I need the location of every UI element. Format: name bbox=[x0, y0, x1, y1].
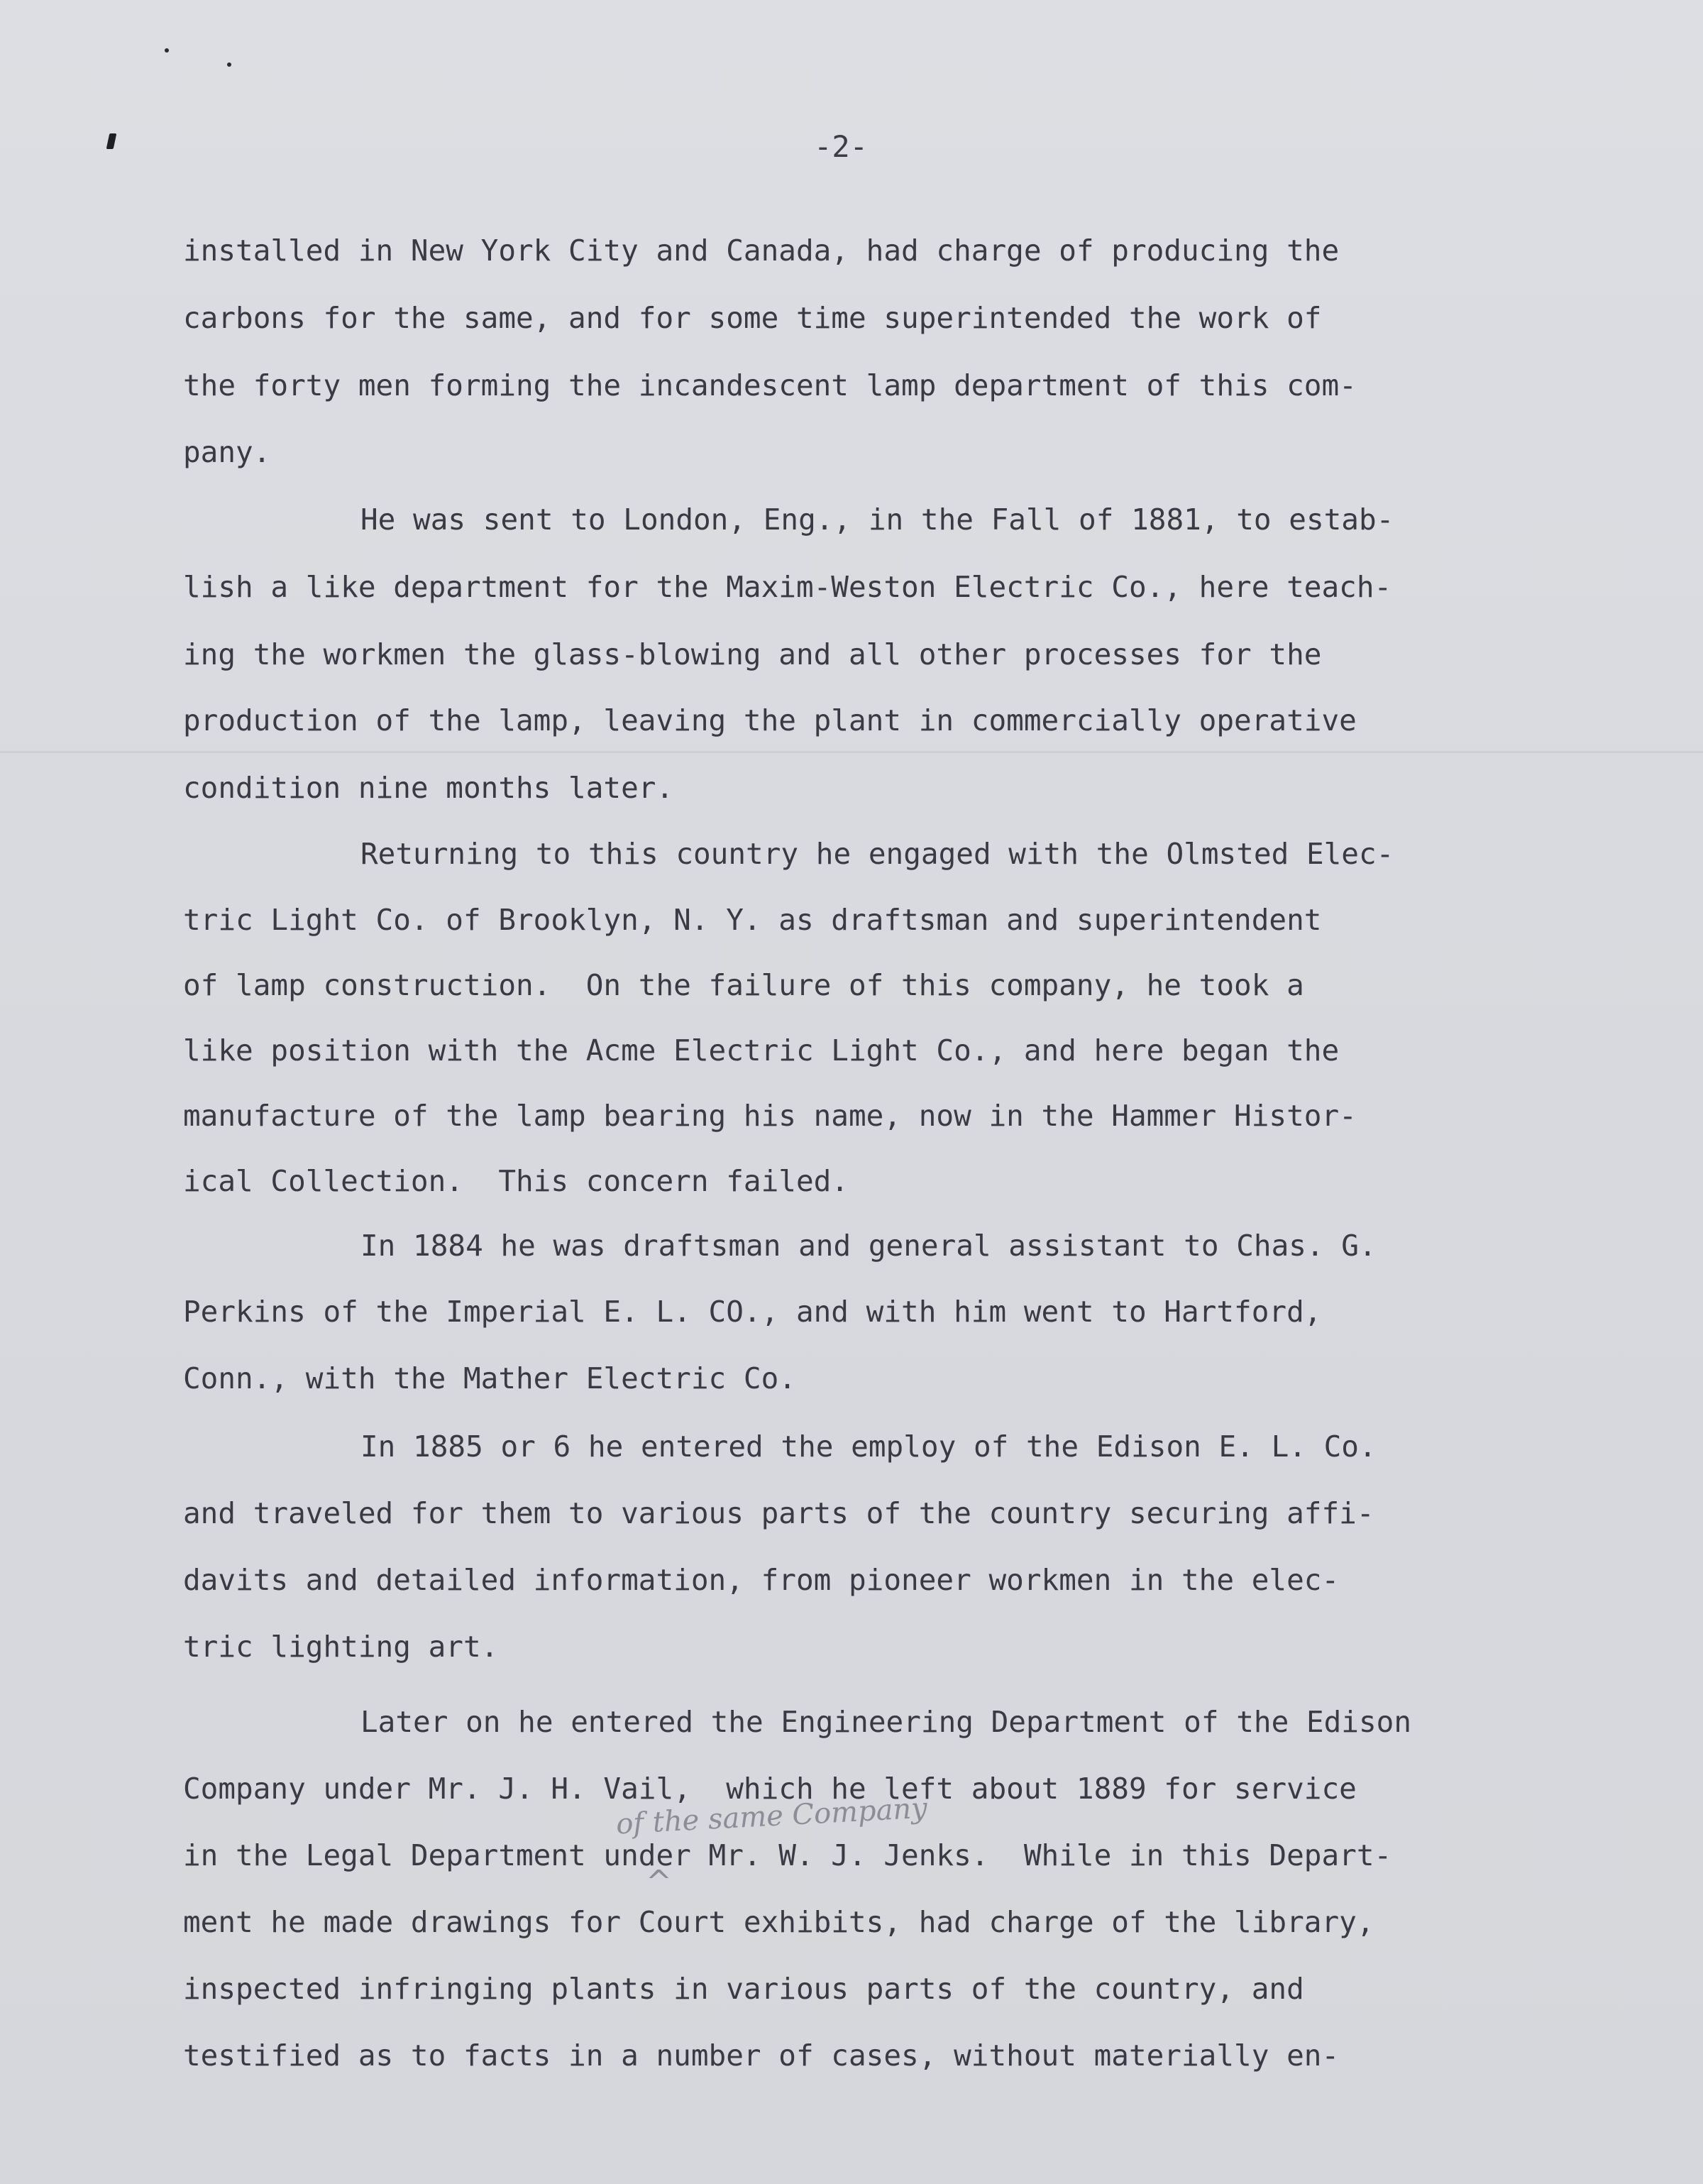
text-line: installed in New York City and Canada, had charge of producing the bbox=[183, 234, 1340, 268]
paper-fold-crease bbox=[0, 751, 1703, 753]
handwritten-insertion: of the same Company bbox=[615, 1791, 928, 1841]
text-line: Conn., with the Mather Electric Co. bbox=[183, 1361, 796, 1395]
text-line: production of the lamp, leaving the plant in commercially operative bbox=[183, 703, 1357, 737]
text-line: Perkins of the Imperial E. L. CO., and with him went to Hartford, bbox=[183, 1295, 1322, 1329]
text-line: In 1885 or 6 he entered the employ of the Edison E. L. Co. bbox=[360, 1430, 1377, 1464]
text-line: in the Legal Department under Mr. W. J. Jenks. While in this Depart- bbox=[183, 1838, 1392, 1872]
text-line: davits and detailed information, from pioneer workmen in the elec- bbox=[183, 1563, 1340, 1597]
text-line: the forty men forming the incandescent lamp department of this com- bbox=[183, 368, 1357, 402]
text-line: ing the workmen the glass-blowing and all other processes for the bbox=[183, 637, 1322, 671]
text-line: inspected infringing plants in various parts of the country, and bbox=[183, 1972, 1304, 2006]
text-line: and traveled for them to various parts of the country securing affi- bbox=[183, 1496, 1374, 1530]
text-line: manufacture of the lamp bearing his name, now in the Hammer Histor- bbox=[183, 1099, 1357, 1133]
speck bbox=[227, 62, 231, 67]
insertion-caret: ^ bbox=[646, 1864, 672, 1900]
text-line: testified as to facts in a number of cases, without materially en- bbox=[183, 2038, 1340, 2073]
text-line: He was sent to London, Eng., in the Fall of 1881, to estab- bbox=[360, 503, 1394, 537]
text-line: In 1884 he was draftsman and general assistant to Chas. G. bbox=[360, 1229, 1377, 1263]
text-line: lish a like department for the Maxim-Weston Electric Co., here teach- bbox=[183, 570, 1392, 604]
text-line: Returning to this country he engaged with the Olmsted Elec- bbox=[360, 837, 1394, 871]
text-line: Later on he entered the Engineering Department of the Edison bbox=[360, 1705, 1412, 1739]
text-line: ment he made drawings for Court exhibits, had charge of the library, bbox=[183, 1905, 1374, 1939]
page-number: -2- bbox=[814, 129, 868, 164]
text-line: tric Light Co. of Brooklyn, N. Y. as draftsman and superintendent bbox=[183, 903, 1322, 937]
text-line: pany. bbox=[183, 435, 271, 469]
text-line: of lamp construction. On the failure of this company, he took a bbox=[183, 968, 1304, 1002]
text-line: condition nine months later. bbox=[183, 771, 674, 805]
text-line: like position with the Acme Electric Light Co., and here began the bbox=[183, 1033, 1340, 1068]
margin-mark bbox=[106, 133, 117, 149]
speck bbox=[165, 48, 169, 53]
text-line: ical Collection. This concern failed. bbox=[183, 1164, 849, 1198]
text-line: tric lighting art. bbox=[183, 1630, 499, 1664]
text-line: carbons for the same, and for some time superintended the work of bbox=[183, 301, 1322, 335]
text-line: Company under Mr. J. H. Vail, which he left about 1889 for service bbox=[183, 1772, 1357, 1806]
